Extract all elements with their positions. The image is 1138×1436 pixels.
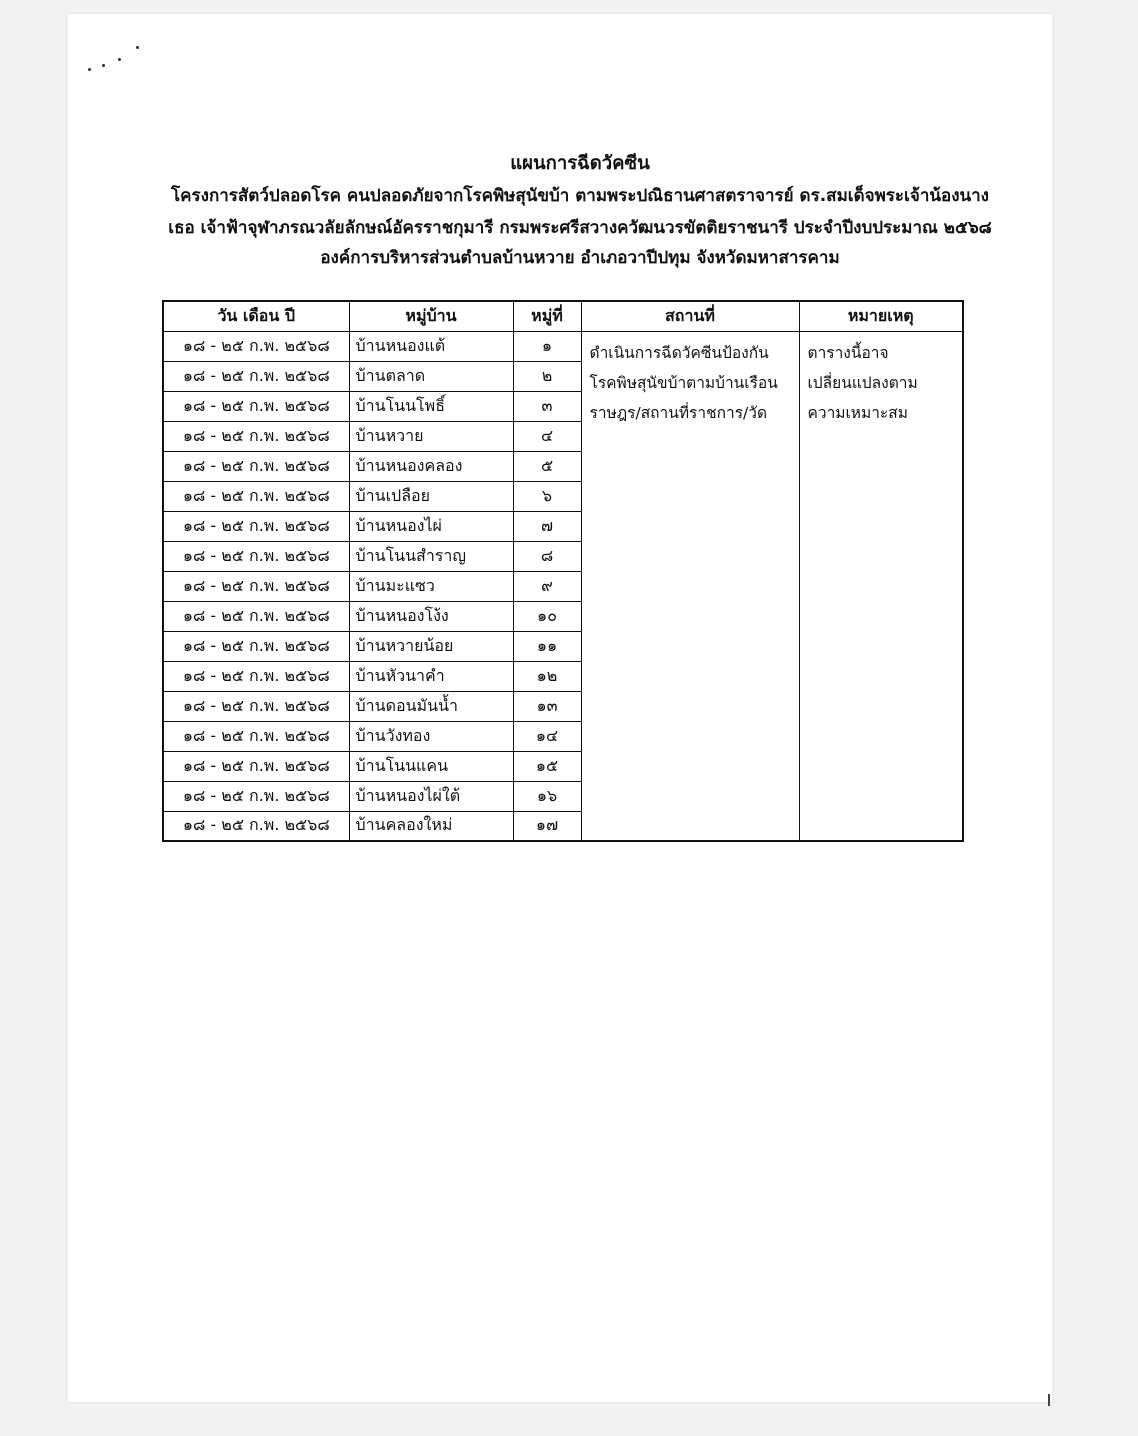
remark-line: ตารางนี้อาจ — [807, 343, 889, 362]
moo-cell: ๕ — [513, 451, 581, 481]
date-cell: ๑๘ - ๒๕ ก.พ. ๒๕๖๘ — [163, 721, 349, 751]
speck — [118, 58, 121, 61]
moo-cell: ๓ — [513, 391, 581, 421]
heading-line-2: เธอ เจ้าฟ้าจุฬาภรณวลัยลักษณ์อัครราชกุมารี กรมพระศรีสวางควัฒนวรขัตติยราชนารี ประจำปีงบประมาณ ๒๕๖๘ — [168, 218, 992, 238]
remark-cell — [799, 331, 963, 841]
village-cell: บ้านหนองแต้ — [349, 331, 513, 361]
location-line: โรคพิษสุนัขบ้าตามบ้านเรือน — [589, 373, 778, 392]
document-title: แผนการฉีดวัคซีน — [510, 153, 650, 174]
header-date: วัน เดือน ปี — [163, 301, 349, 331]
heading-line-3: องค์การบริหารส่วนตำบลบ้านหวาย อำเภอวาปีปทุม จังหวัดมหาสารคาม — [320, 248, 840, 268]
moo-cell: ๔ — [513, 421, 581, 451]
table-header-row — [163, 301, 963, 331]
date-cell: ๑๘ - ๒๕ ก.พ. ๒๕๖๘ — [163, 811, 349, 841]
village-cell: บ้านโนนโพธิ์ — [349, 391, 513, 421]
scan-edge-mark — [1048, 1394, 1050, 1406]
remark-line: ความเหมาะสม — [807, 403, 908, 422]
village-cell: บ้านโนนสำราญ — [349, 541, 513, 571]
moo-cell: ๒ — [513, 361, 581, 391]
village-cell: บ้านตลาด — [349, 361, 513, 391]
moo-cell: ๘ — [513, 541, 581, 571]
village-cell: บ้านมะแซว — [349, 571, 513, 601]
table-body — [163, 331, 963, 841]
moo-cell: ๗ — [513, 511, 581, 541]
date-cell: ๑๘ - ๒๕ ก.พ. ๒๕๖๘ — [163, 661, 349, 691]
heading-line-1: โครงการสัตว์ปลอดโรค คนปลอดภัยจากโรคพิษสุนัขบ้า ตามพระปณิธานศาสตราจารย์ ดร.สมเด็จพระเจ้าน้องนาง — [171, 186, 989, 206]
date-cell: ๑๘ - ๒๕ ก.พ. ๒๕๖๘ — [163, 541, 349, 571]
village-cell: บ้านหนองไผ่ใต้ — [349, 781, 513, 811]
date-cell: ๑๘ - ๒๕ ก.พ. ๒๕๖๘ — [163, 451, 349, 481]
date-cell: ๑๘ - ๒๕ ก.พ. ๒๕๖๘ — [163, 751, 349, 781]
date-cell: ๑๘ - ๒๕ ก.พ. ๒๕๖๘ — [163, 691, 349, 721]
vaccination-schedule-table — [162, 300, 964, 842]
date-cell: ๑๘ - ๒๕ ก.พ. ๒๕๖๘ — [163, 781, 349, 811]
remark-line: เปลี่ยนแปลงตาม — [807, 373, 918, 392]
date-cell: ๑๘ - ๒๕ ก.พ. ๒๕๖๘ — [163, 631, 349, 661]
date-cell: ๑๘ - ๒๕ ก.พ. ๒๕๖๘ — [163, 421, 349, 451]
village-cell: บ้านดอนมันน้ำ — [349, 691, 513, 721]
moo-cell: ๑ — [513, 331, 581, 361]
village-cell: บ้านหัวนาคำ — [349, 661, 513, 691]
village-cell: บ้านคลองใหม่ — [349, 811, 513, 841]
location-line: ราษฎร/สถานที่ราชการ/วัด — [589, 403, 768, 422]
moo-cell: ๑๒ — [513, 661, 581, 691]
speck — [136, 46, 139, 49]
moo-cell: ๑๖ — [513, 781, 581, 811]
location-line: ดำเนินการฉีดวัคซีนป้องกัน — [589, 343, 769, 362]
date-cell: ๑๘ - ๒๕ ก.พ. ๒๕๖๘ — [163, 391, 349, 421]
date-cell: ๑๘ - ๒๕ ก.พ. ๒๕๖๘ — [163, 481, 349, 511]
location-cell — [581, 331, 799, 841]
speck — [102, 64, 105, 67]
header-location: สถานที่ — [581, 301, 799, 331]
moo-cell: ๑๑ — [513, 631, 581, 661]
moo-cell: ๙ — [513, 571, 581, 601]
moo-cell: ๑๓ — [513, 691, 581, 721]
moo-cell: ๑๗ — [513, 811, 581, 841]
village-cell: บ้านเปลือย — [349, 481, 513, 511]
header-remark: หมายเหตุ — [799, 301, 963, 331]
village-cell: บ้านวังทอง — [349, 721, 513, 751]
moo-cell: ๖ — [513, 481, 581, 511]
date-cell: ๑๘ - ๒๕ ก.พ. ๒๕๖๘ — [163, 601, 349, 631]
header-moo: หมู่ที่ — [513, 301, 581, 331]
village-cell: บ้านหวายน้อย — [349, 631, 513, 661]
moo-cell: ๑๐ — [513, 601, 581, 631]
header-village: หมู่บ้าน — [349, 301, 513, 331]
scan-specks — [88, 44, 148, 78]
village-cell: บ้านหนองโง้ง — [349, 601, 513, 631]
table-row — [163, 331, 963, 361]
date-cell: ๑๘ - ๒๕ ก.พ. ๒๕๖๘ — [163, 361, 349, 391]
village-cell: บ้านหวาย — [349, 421, 513, 451]
speck — [88, 68, 91, 71]
village-cell: บ้านโนนแคน — [349, 751, 513, 781]
village-cell: บ้านหนองไผ่ — [349, 511, 513, 541]
date-cell: ๑๘ - ๒๕ ก.พ. ๒๕๖๘ — [163, 571, 349, 601]
moo-cell: ๑๔ — [513, 721, 581, 751]
village-cell: บ้านหนองคลอง — [349, 451, 513, 481]
date-cell: ๑๘ - ๒๕ ก.พ. ๒๕๖๘ — [163, 331, 349, 361]
date-cell: ๑๘ - ๒๕ ก.พ. ๒๕๖๘ — [163, 511, 349, 541]
moo-cell: ๑๕ — [513, 751, 581, 781]
